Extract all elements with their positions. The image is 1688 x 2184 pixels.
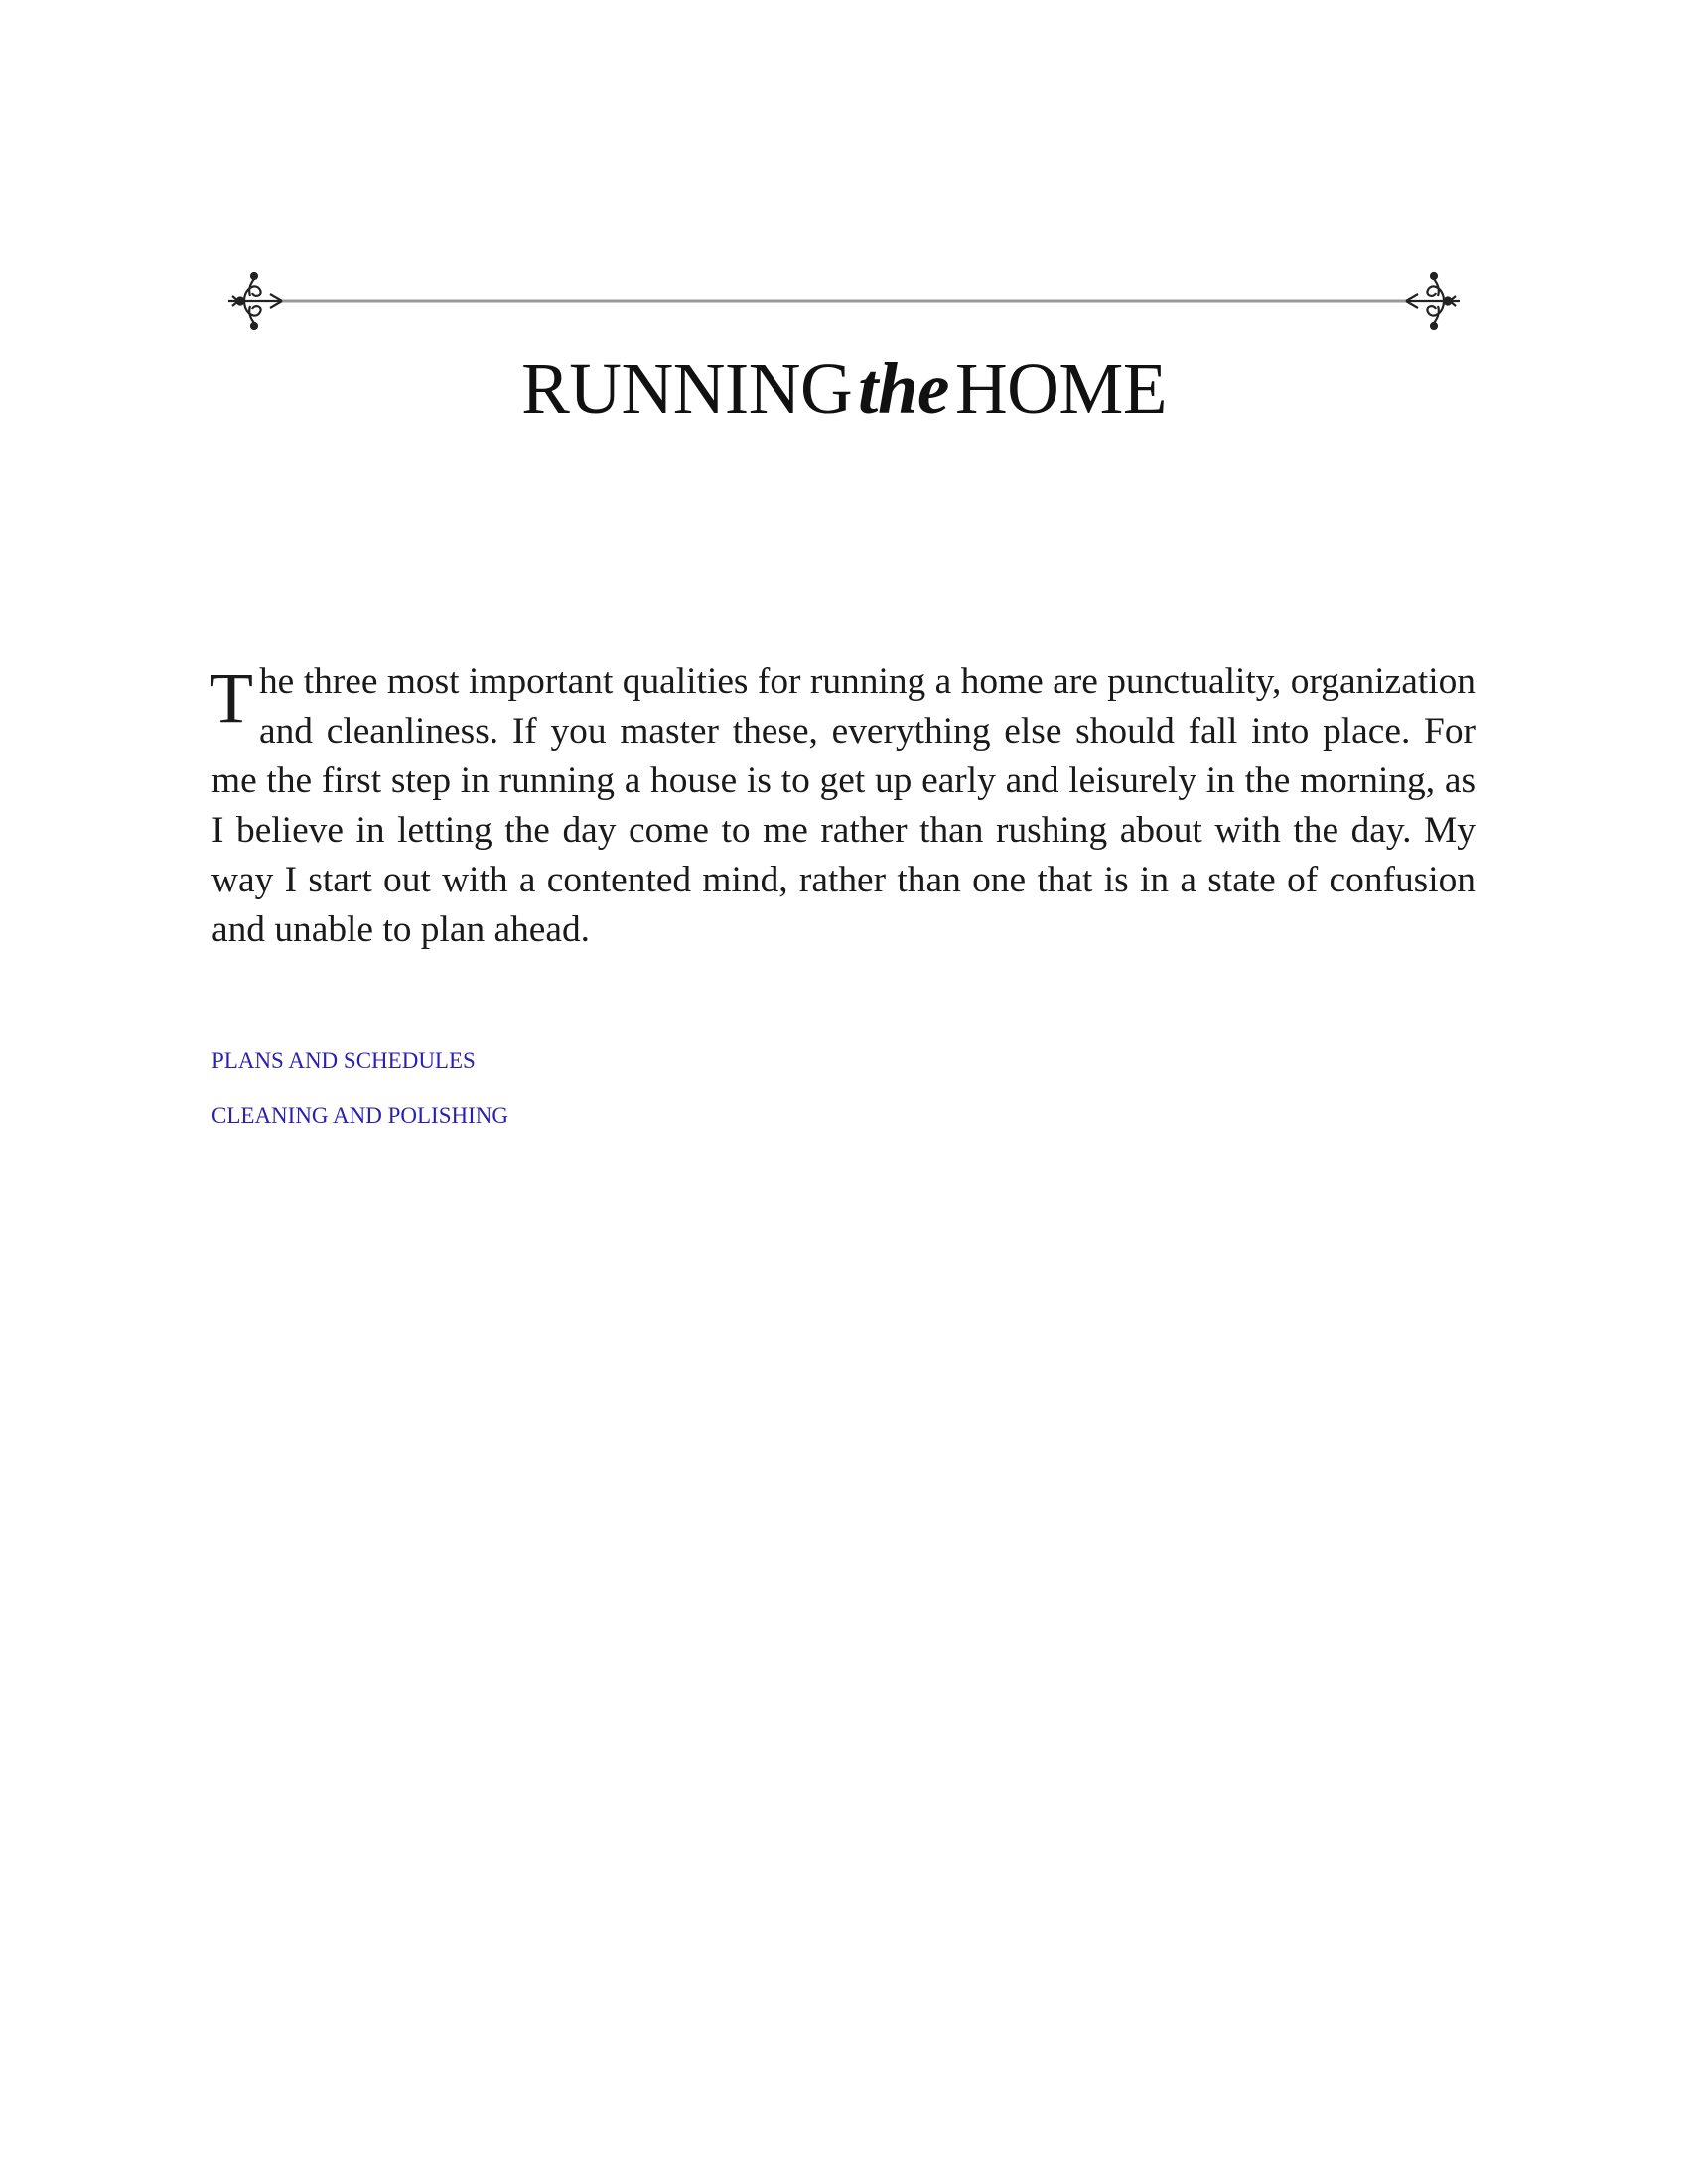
intro-paragraph [211,657,1476,955]
intro-text: he three most important qualities for running a home are punctuality, organization and cleanliness. If you master these, everything else should fall into place. For me the first step in running a house is to get up early and leisurely in the morning, as I believe in letting the day come to me rather than rushing about with the day. My way I start out with a contented mind, rather than one that is in a state of confusion and unable to plan ahead. [211,661,1476,950]
chapter-title [0,348,1688,429]
flourish-left-icon [228,273,282,329]
link-plans-and-schedules[interactable]: PLANS AND SCHEDULES [211,1048,476,1073]
title-part-home: HOME [954,348,1167,429]
link-cleaning-and-polishing[interactable]: CLEANING AND POLISHING [211,1103,508,1128]
ornamental-divider [220,266,1468,336]
title-part-running: RUNNING [521,348,853,429]
flourish-right-icon [1406,273,1460,329]
drop-cap: T [210,658,253,738]
title-part-the: the [858,348,949,429]
section-links [211,1049,508,1159]
